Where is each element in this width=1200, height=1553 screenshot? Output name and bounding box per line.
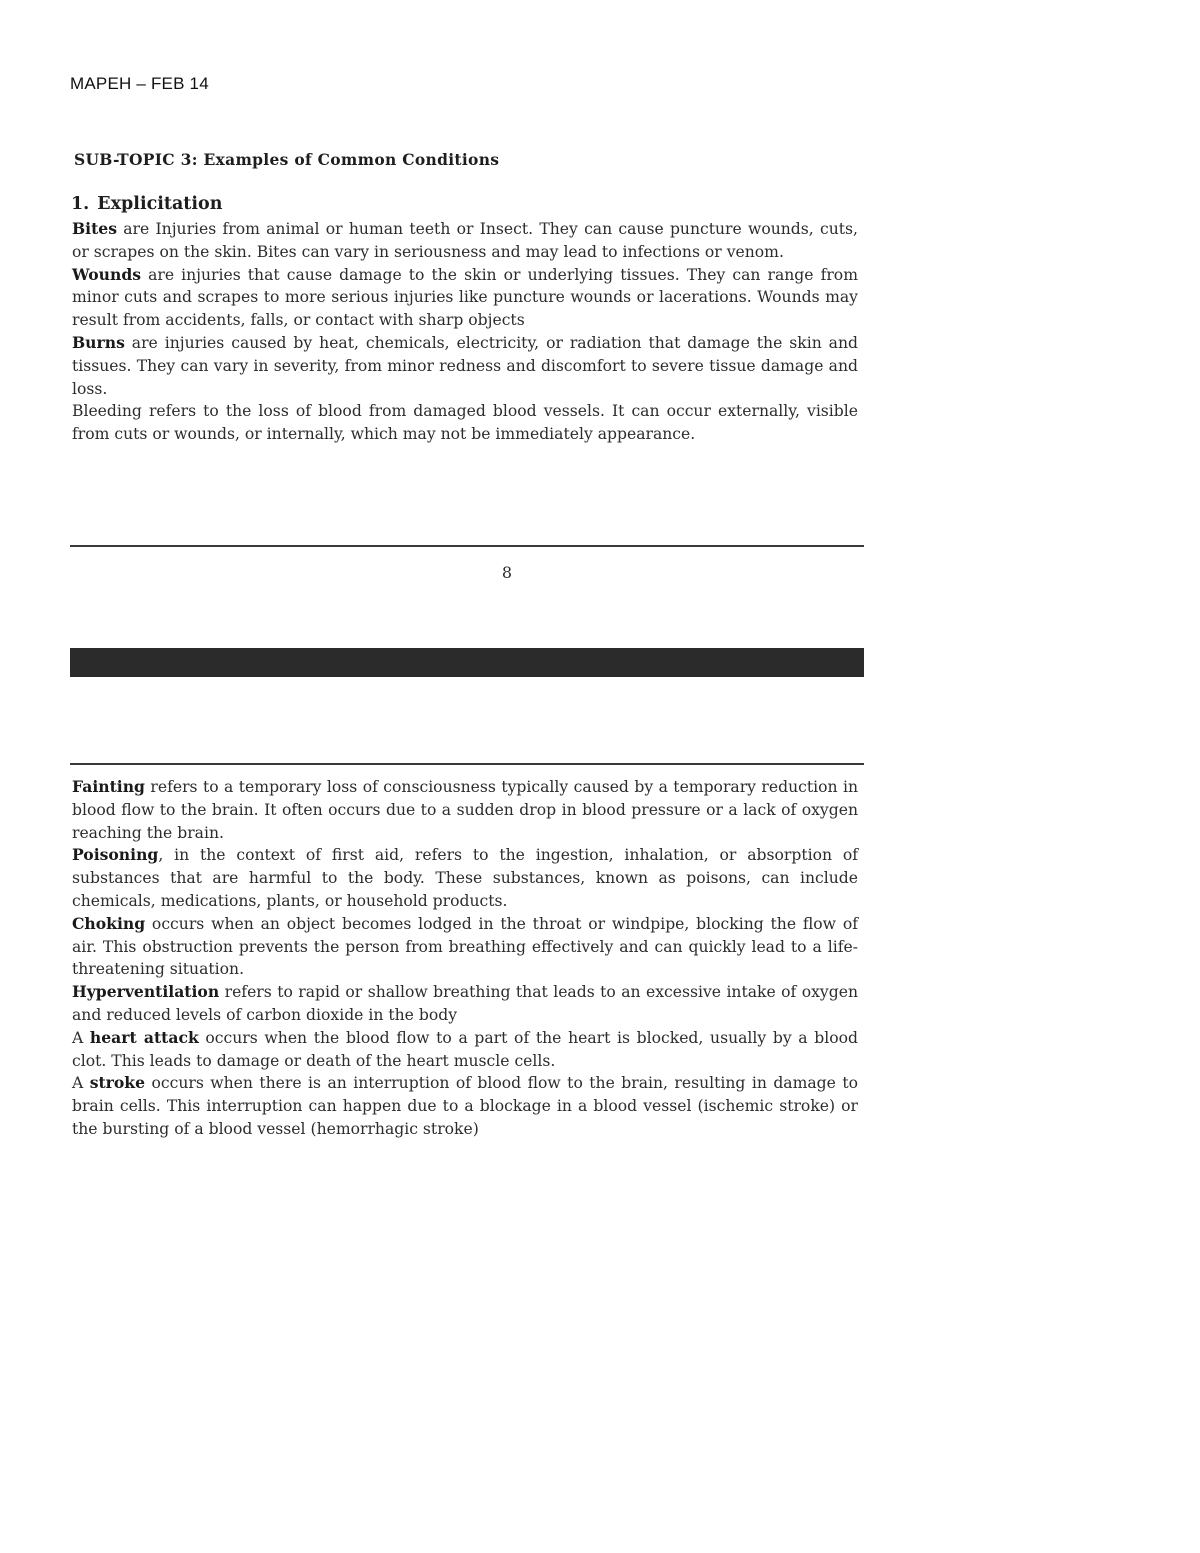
definition-poisoning: , in the context of first aid, refers to the ingestion, inhalation, or absorption of substances that are harmful to the body. These substances, known as poisons, can include chemicals, medications, plants, or household products.: [72, 846, 858, 910]
page-break-band: [70, 648, 864, 677]
section-title: Explicitation: [97, 194, 223, 214]
page-two-body: [72, 776, 858, 1141]
section-heading: [71, 194, 230, 214]
definition-bites: are Injuries from animal or human teeth or Insect. They can cause puncture wounds, cuts, or scrapes on the skin. Bites can vary in seriousness and may lead to infections or venom.: [72, 220, 858, 261]
paragraph-burns: [72, 332, 858, 400]
term-bites: Bites: [72, 219, 118, 238]
page-one-body: [72, 218, 858, 446]
paragraph-bites: [72, 218, 858, 264]
definition-burns: are injuries caused by heat, chemicals, electricity, or radiation that damage the skin and tissues. They can vary in severity, from minor redness and discomfort to severe tissue damage and loss.: [72, 333, 858, 398]
paragraph-stroke: [72, 1072, 858, 1140]
paragraph-wounds: [72, 264, 858, 332]
term-heart-attack: heart attack: [89, 1027, 199, 1047]
page-top-rule: [70, 763, 864, 765]
definition-fainting: refers to a temporary loss of consciousness typically caused by a temporary reduction in blood flow to the brain. It often occurs due to a sudden drop in blood pressure or a lack of oxygen reaching the brain.: [72, 778, 858, 842]
term-hyperventilation: Hyperventilation: [72, 982, 220, 1002]
term-fainting: Fainting: [72, 777, 145, 796]
term-poisoning: Poisoning: [72, 845, 159, 865]
term-wounds: Wounds: [72, 264, 141, 284]
definition-hyperventilation: refers to rapid or shallow breathing that leads to an excessive intake of oxygen and reduced levels of carbon dioxide in the body: [72, 983, 858, 1024]
definition-wounds: are injuries that cause damage to the skin or underlying tissues. They can range from minor cuts and scrapes to more serious injuries like puncture wounds or lacerations. Wounds may result from accidents, falls, or contact with sharp objects: [72, 265, 858, 330]
term-choking: Choking: [72, 913, 146, 933]
subtopic-heading: SUB-TOPIC 3: Examples of Common Conditions: [74, 150, 500, 169]
definition-stroke: occurs when there is an interruption of blood flow to the brain, resulting in damage to brain cells. This interruption can happen due to a blockage in a blood vessel (ischemic stroke) or the bursting of a blood vessel (hemorrhagic stroke): [72, 1074, 858, 1138]
paragraph-poisoning: [72, 844, 858, 912]
paragraph-choking: [72, 913, 858, 981]
prefix-heart-attack: A: [72, 1028, 90, 1047]
prefix-stroke: A: [72, 1074, 90, 1093]
paragraph-hyperventilation: [72, 981, 858, 1027]
paragraph-heart-attack: [72, 1027, 858, 1073]
page-number: 8: [501, 563, 513, 582]
document-header: MAPEH – FEB 14: [70, 74, 209, 93]
term-burns: Burns: [72, 332, 125, 352]
paragraph-fainting: [72, 776, 858, 844]
term-stroke: stroke: [89, 1073, 146, 1093]
section-number: 1.: [71, 194, 90, 214]
definition-choking: occurs when an object becomes lodged in the throat or windpipe, blocking the flow of air. This obstruction prevents the person from breathing effectively and can quickly lead to a life-threatening situation.: [72, 914, 858, 979]
definition-heart-attack: occurs when the blood flow to a part of the heart is blocked, usually by a blood clot. This leads to damage or death of the heart muscle cells.: [72, 1028, 858, 1070]
page-bottom-rule: [70, 545, 864, 547]
paragraph-bleeding: Bleeding refers to the loss of blood from damaged blood vessels. It can occur externally, visible from cuts or wounds, or internally, which may not be immediately appearance.: [72, 402, 858, 444]
